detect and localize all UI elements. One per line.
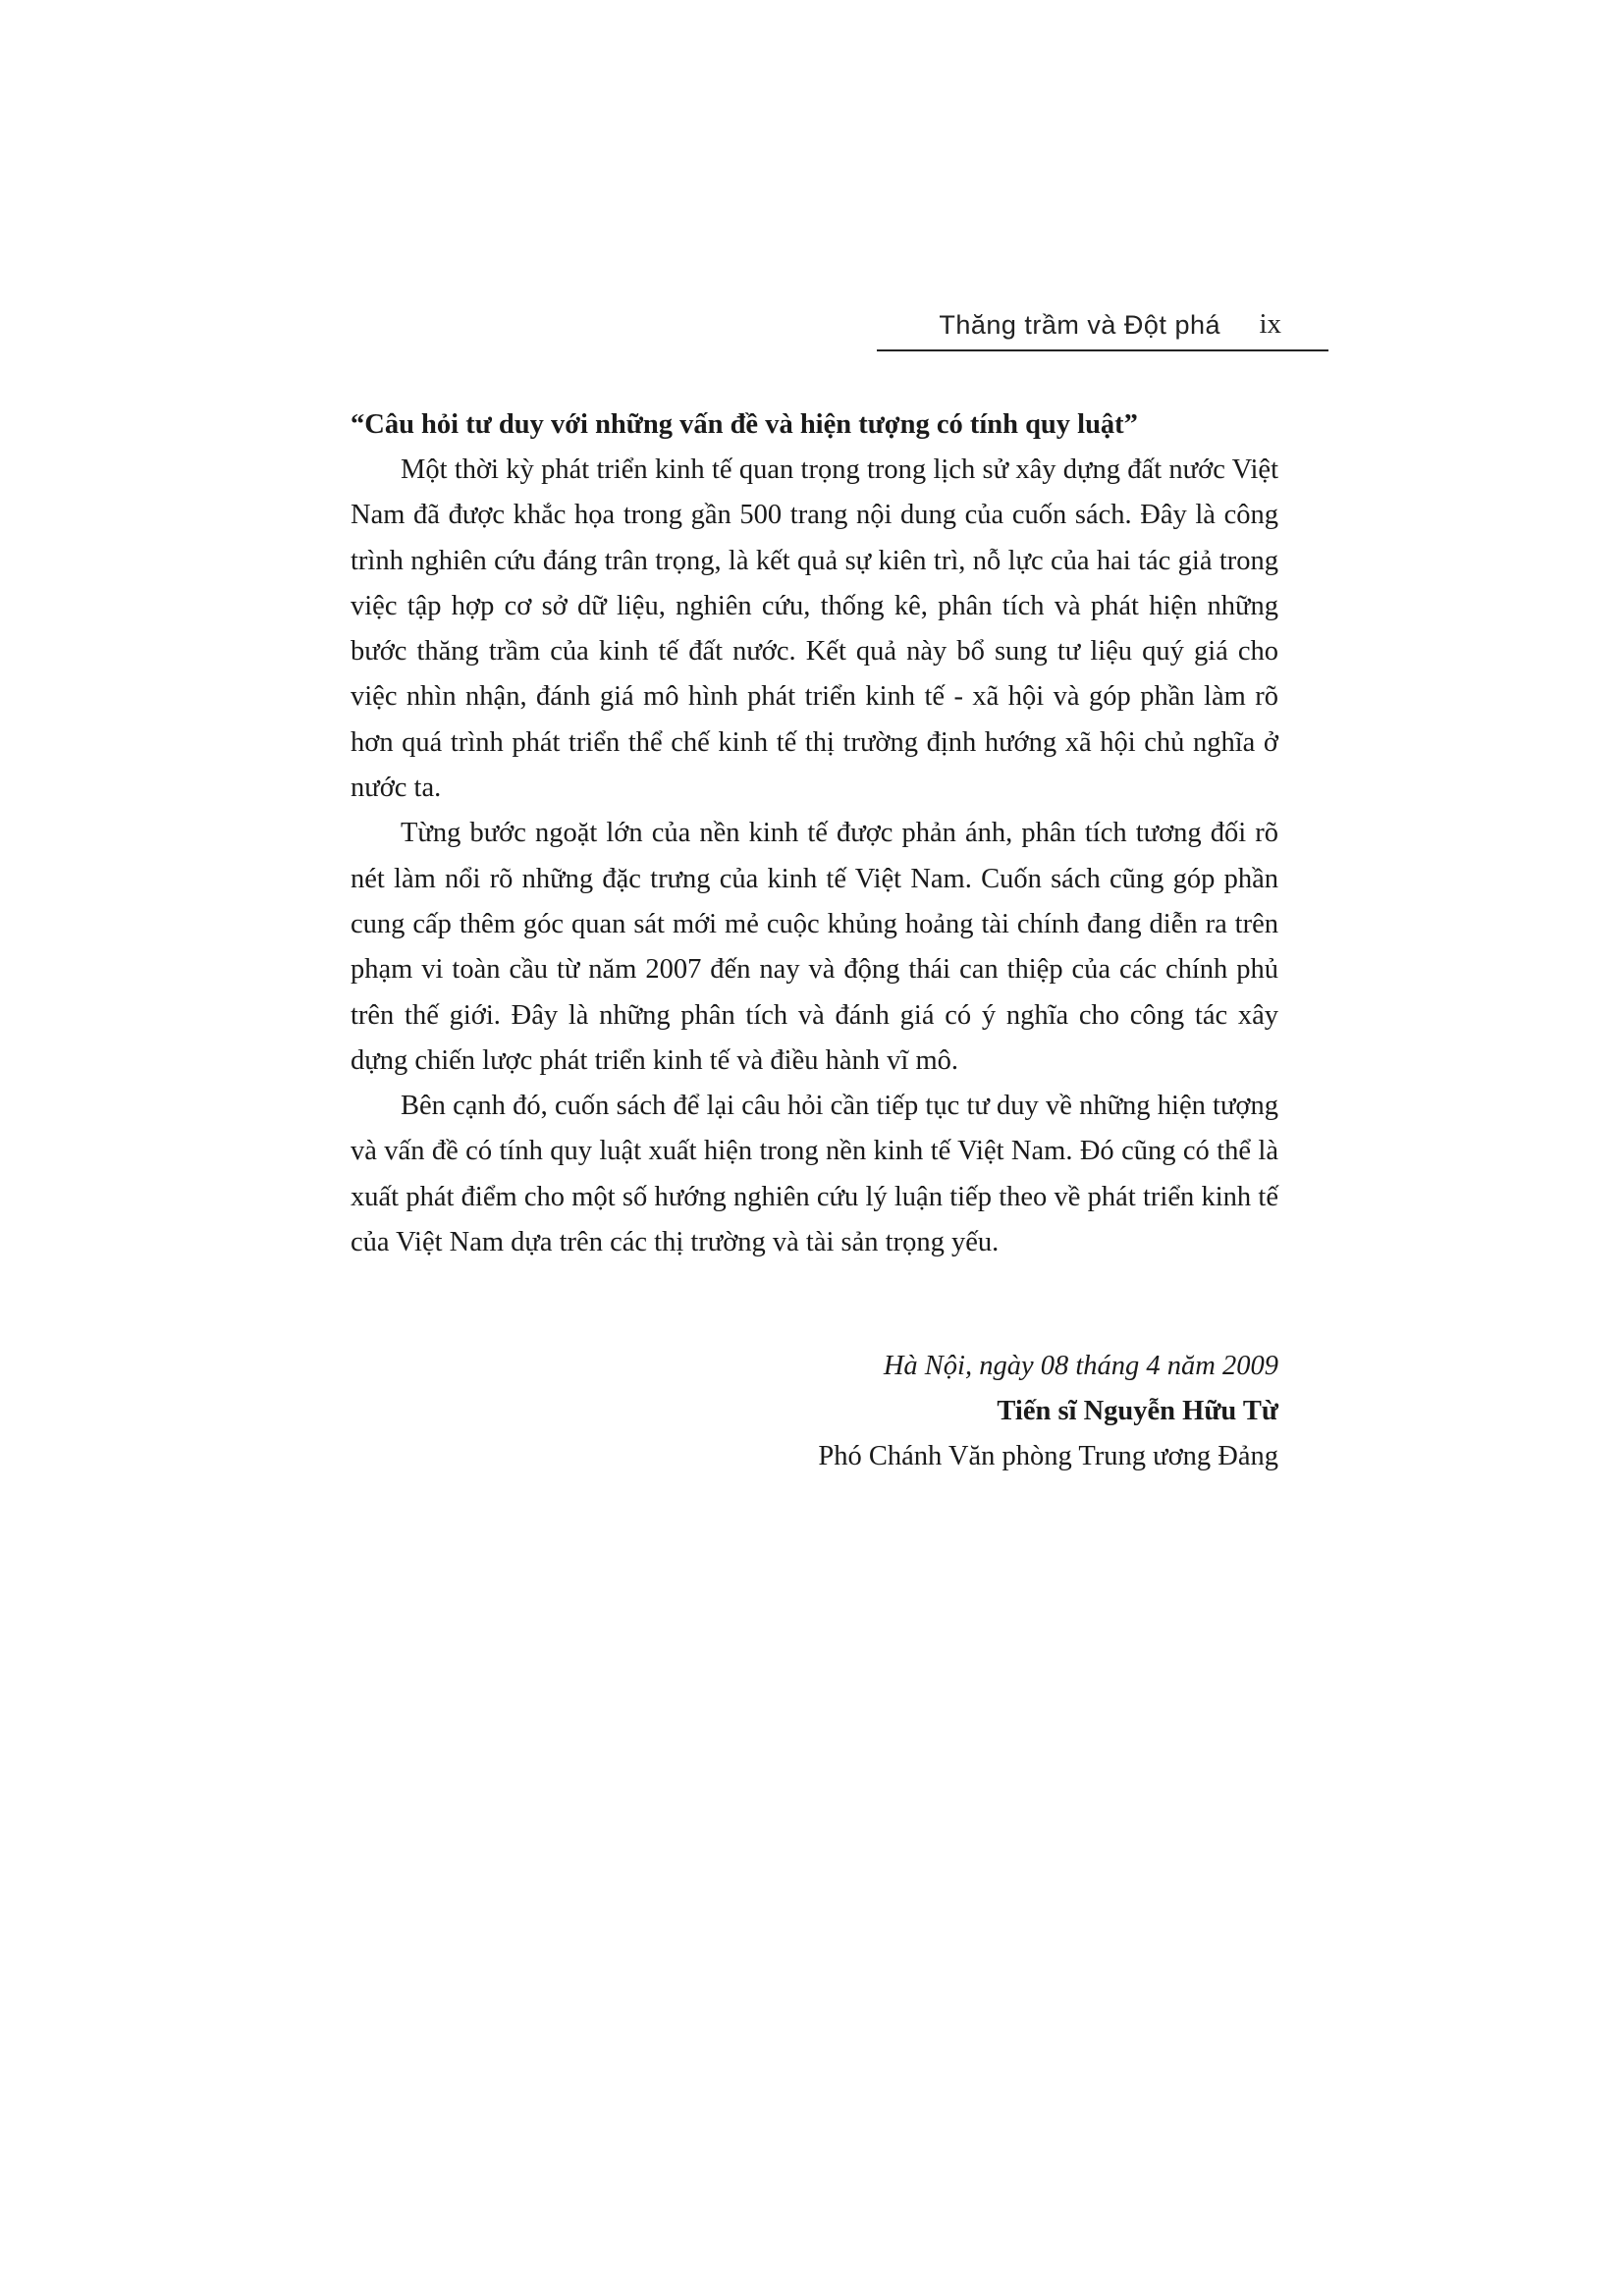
section-heading: “Câu hỏi tư duy với những vấn đề và hiện tượng có tính quy luật” <box>351 409 1138 440</box>
paragraph: Bên cạnh đó, cuốn sách để lại câu hỏi cần tiếp tục tư duy về những hiện tượng và vấn đề có tính quy luật xuất hiện trong nền kinh tế Việt Nam. Đó cũng có thể là xuất phát điểm cho một số hướng nghiên cứu lý luận tiếp theo về phát triển kinh tế của Việt Nam dựa trên các thị trường và tài sản trọng yếu. <box>351 1091 1278 1258</box>
paragraph: Từng bước ngoặt lớn của nền kinh tế được phản ánh, phân tích tương đối rõ nét làm nổi rõ những đặc trưng của kinh tế Việt Nam. Cuốn sách cũng góp phần cung cấp thêm góc quan sát mới mẻ cuộc khủng hoảng tài chính đang diễn ra trên phạm vi toàn cầu từ năm 2007 đến nay và động thái can thiệp của các chính phủ trên thế giới. Đây là những phân tích và đánh giá có ý nghĩa cho công tác xây dựng chiến lược phát triển kinh tế và điều hành vĩ mô. <box>351 818 1278 1076</box>
paragraph: Một thời kỳ phát triển kinh tế quan trọng trong lịch sử xây dựng đất nước Việt Nam đã được khắc họa trong gần 500 trang nội dung của cuốn sách. Đây là công trình nghiên cứu đáng trân trọng, là kết quả sự kiên trì, nỗ lực của hai tác giả trong việc tập hợp cơ sở dữ liệu, nghiên cứu, thống kê, phân tích và phát hiện những bước thăng trầm của kinh tế đất nước. Kết quả này bổ sung tư liệu quý giá cho việc nhìn nhận, đánh giá mô hình phát triển kinh tế - xã hội và góp phần làm rõ hơn quá trình phát triển thể chế kinh tế thị trường định hướng xã hội chủ nghĩa ở nước ta. <box>351 454 1278 804</box>
running-title: Thăng trầm và Đột phá <box>939 310 1220 340</box>
signature-block <box>818 1344 1278 1479</box>
signature-name: Tiến sĩ Nguyễn Hữu Từ <box>997 1396 1278 1426</box>
signature-date: Hà Nội, ngày 08 tháng 4 năm 2009 <box>883 1351 1278 1381</box>
signature-position: Phó Chánh Văn phòng Trung ương Đảng <box>818 1441 1278 1471</box>
main-content <box>351 402 1278 1265</box>
running-header <box>877 306 1328 351</box>
page-number: ix <box>1259 308 1281 340</box>
